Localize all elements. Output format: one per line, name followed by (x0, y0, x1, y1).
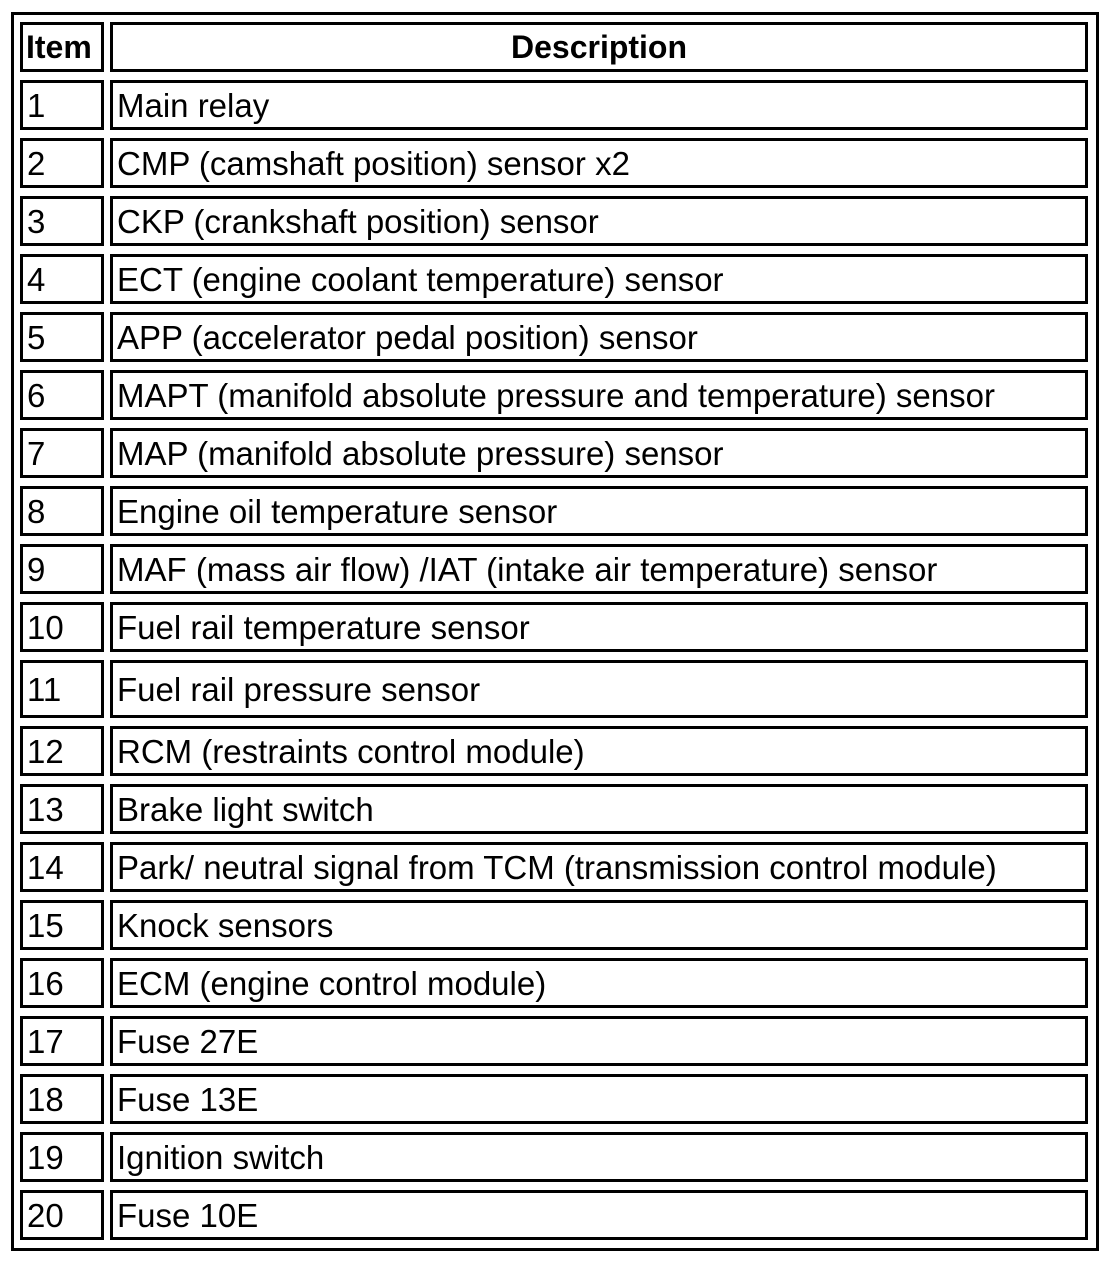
item-description: MAF (mass air flow) /IAT (intake air temperature) sensor (110, 544, 1088, 594)
item-number: 10 (20, 602, 104, 652)
table-row (16, 76, 1092, 134)
table-row (16, 1070, 1092, 1128)
item-number: 8 (20, 486, 104, 536)
item-description: Main relay (110, 80, 1088, 130)
item-description: Fuel rail temperature sensor (110, 602, 1088, 652)
item-description: Fuse 10E (110, 1190, 1088, 1240)
item-description: APP (accelerator pedal position) sensor (110, 312, 1088, 362)
table-row (16, 192, 1092, 250)
item-description: RCM (restraints control module) (110, 726, 1088, 776)
header-row (16, 18, 1092, 76)
item-number: 7 (20, 428, 104, 478)
table-row (16, 424, 1092, 482)
table-row (16, 1186, 1092, 1244)
item-number: 2 (20, 138, 104, 188)
item-number: 14 (20, 842, 104, 892)
item-description: Fuse 27E (110, 1016, 1088, 1066)
table-row (16, 366, 1092, 424)
component-key-table (16, 18, 1092, 1244)
item-description: Knock sensors (110, 900, 1088, 950)
item-description: Fuel rail pressure sensor (110, 660, 1088, 718)
item-number: 20 (20, 1190, 104, 1240)
item-description: Brake light switch (110, 784, 1088, 834)
table-row (16, 482, 1092, 540)
item-number: 19 (20, 1132, 104, 1182)
table-row (16, 780, 1092, 838)
item-number: 13 (20, 784, 104, 834)
item-description: MAP (manifold absolute pressure) sensor (110, 428, 1088, 478)
table-row (16, 954, 1092, 1012)
item-number: 15 (20, 900, 104, 950)
item-description: Engine oil temperature sensor (110, 486, 1088, 536)
item-number: 6 (20, 370, 104, 420)
table-row (16, 540, 1092, 598)
table-row (16, 896, 1092, 954)
item-number: 16 (20, 958, 104, 1008)
item-number: 9 (20, 544, 104, 594)
table-row (16, 1128, 1092, 1186)
item-number: 18 (20, 1074, 104, 1124)
item-number: 5 (20, 312, 104, 362)
item-number: 3 (20, 196, 104, 246)
item-column-header: Item (20, 22, 104, 72)
table-row (16, 838, 1092, 896)
description-column-header: Description (110, 22, 1088, 72)
item-description: Ignition switch (110, 1132, 1088, 1182)
table-row (16, 134, 1092, 192)
table-row (16, 1012, 1092, 1070)
table-row (16, 308, 1092, 366)
item-description: CMP (camshaft position) sensor x2 (110, 138, 1088, 188)
table-row (16, 722, 1092, 780)
item-number: 12 (20, 726, 104, 776)
item-description: Fuse 13E (110, 1074, 1088, 1124)
item-description: ECT (engine coolant temperature) sensor (110, 254, 1088, 304)
item-description: ECM (engine control module) (110, 958, 1088, 1008)
item-number: 11 (20, 660, 104, 718)
item-number: 1 (20, 80, 104, 130)
table-row (16, 656, 1092, 722)
table-row (16, 250, 1092, 308)
item-description: Park/ neutral signal from TCM (transmission control module) (110, 842, 1088, 892)
item-description: CKP (crankshaft position) sensor (110, 196, 1088, 246)
table-row (16, 598, 1092, 656)
item-description: MAPT (manifold absolute pressure and temperature) sensor (110, 370, 1088, 420)
item-number: 4 (20, 254, 104, 304)
item-number: 17 (20, 1016, 104, 1066)
